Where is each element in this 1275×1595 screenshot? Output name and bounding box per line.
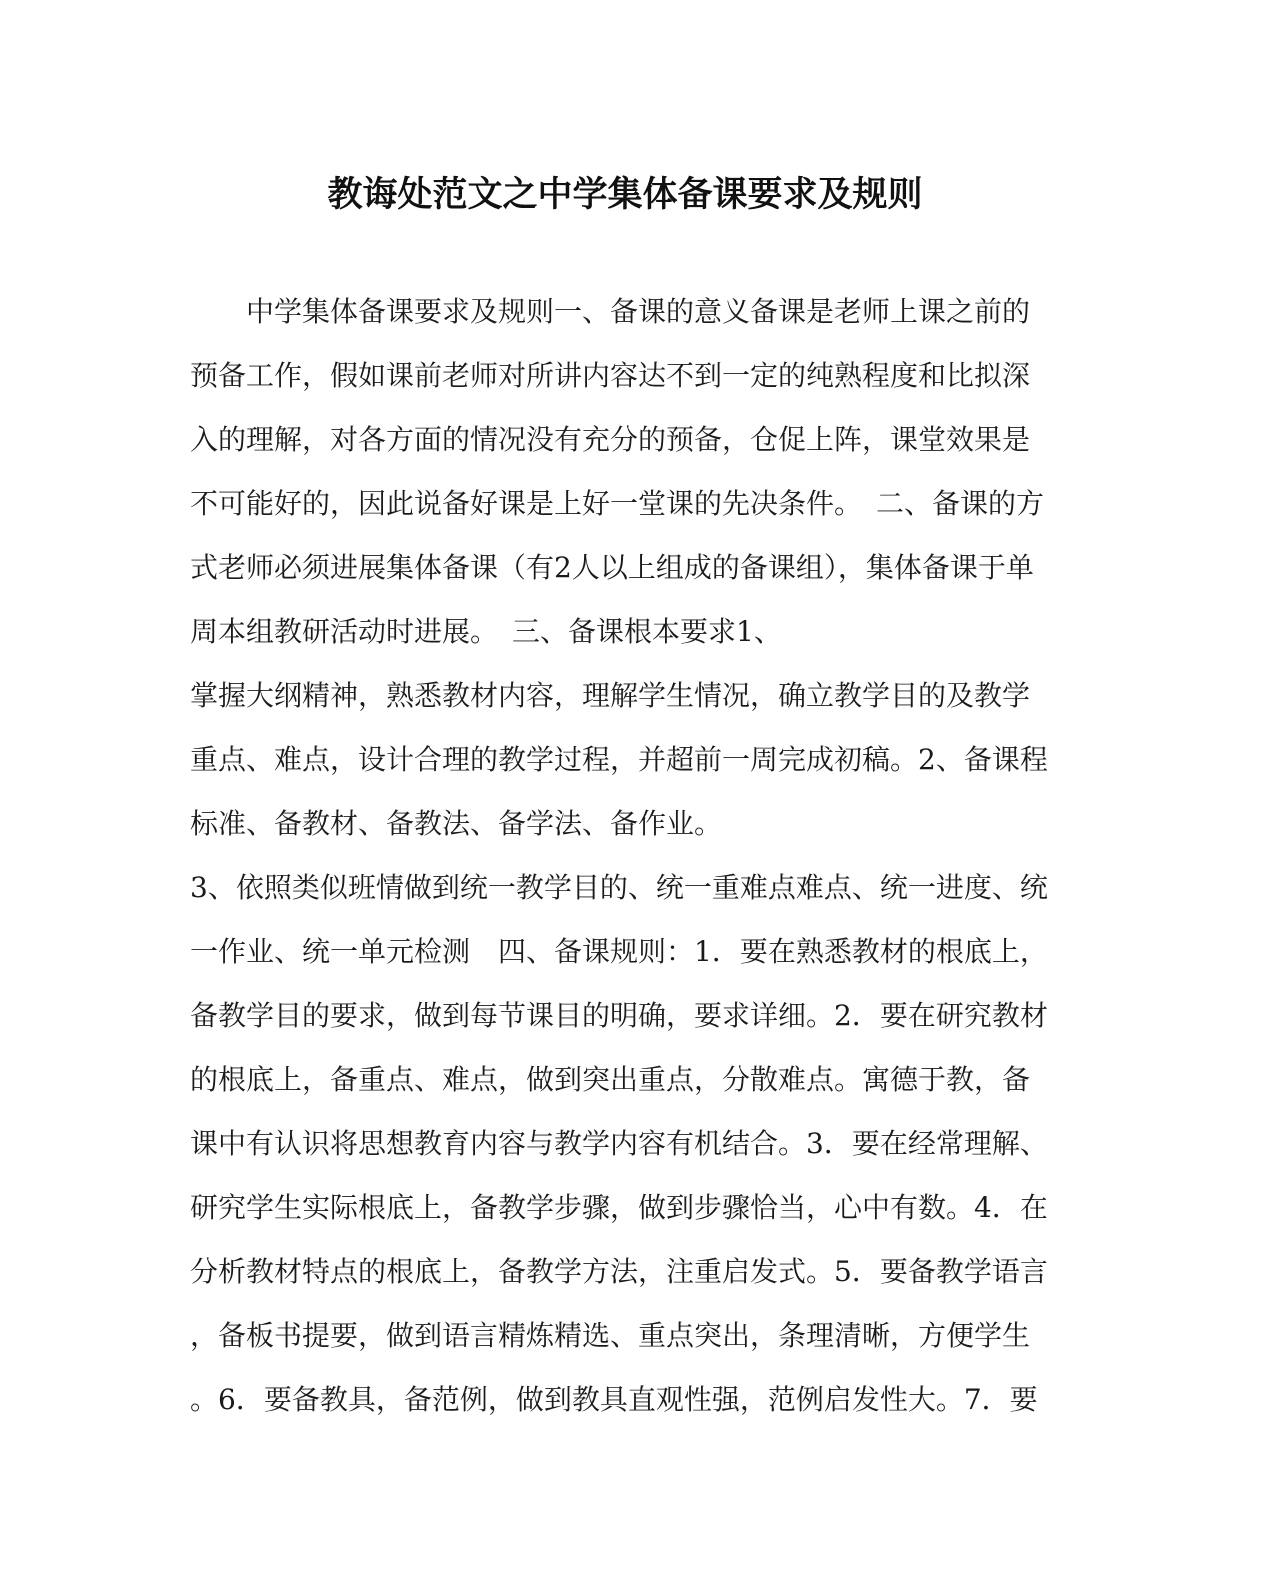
- body-line: 预备工作，假如课前老师对所讲内容达不到一定的纯熟程度和比拟深: [190, 359, 1031, 392]
- body-line: 入的理解，对各方面的情况没有充分的预备，仓促上阵，课堂效果是: [190, 423, 1031, 456]
- body-line: 式老师必须进展集体备课（有2人以上组成的备课组），集体备课于单: [190, 551, 1034, 584]
- body-line: 周本组教研活动时进展。 三、备课根本要求1、: [190, 615, 782, 648]
- document-title: 教诲处范文之中学集体备课要求及规则: [327, 174, 923, 215]
- body-line: ，备板书提要，做到语言精炼精选、重点突出，条理清晰，方便学生: [190, 1319, 1031, 1352]
- body-line: 掌握大纲精神，熟悉教材内容，理解学生情况，确立教学目的及教学: [190, 679, 1031, 712]
- body-line: 一作业、统一单元检测 四、备课规则：1．要在熟悉教材的根底上，: [190, 935, 1048, 968]
- body-line: 3、依照类似班情做到统一教学目的、统一重难点难点、统一进度、统: [190, 871, 1048, 904]
- body-line: 不可能好的，因此说备好课是上好一堂课的先决条件。 二、备课的方: [190, 487, 1045, 520]
- body-line: 备教学目的要求，做到每节课目的明确，要求详细。2．要在研究教材: [190, 999, 1048, 1032]
- body-line: 标准、备教材、备教法、备学法、备作业。: [190, 807, 723, 840]
- body-line: 中学集体备课要求及规则一、备课的意义备课是老师上课之前的: [190, 295, 1031, 328]
- body-line: 的根底上，备重点、难点，做到突出重点，分散难点。寓德于教，备: [190, 1063, 1031, 1096]
- body-line: 研究学生实际根底上，备教学步骤，做到步骤恰当，心中有数。4．在: [190, 1191, 1048, 1224]
- document-body: [190, 280, 1070, 1432]
- body-line: 课中有认识将思想教育内容与教学内容有机结合。3．要在经常理解、: [190, 1127, 1048, 1160]
- body-line: 重点、难点，设计合理的教学过程，并超前一周完成初稿。2、备课程: [190, 743, 1048, 776]
- body-line: 。6．要备教具，备范例，做到教具直观性强，范例启发性大。7．要: [190, 1383, 1038, 1416]
- body-line: 分析教材特点的根底上，备教学方法，注重启发式。5．要备教学语言: [190, 1255, 1048, 1288]
